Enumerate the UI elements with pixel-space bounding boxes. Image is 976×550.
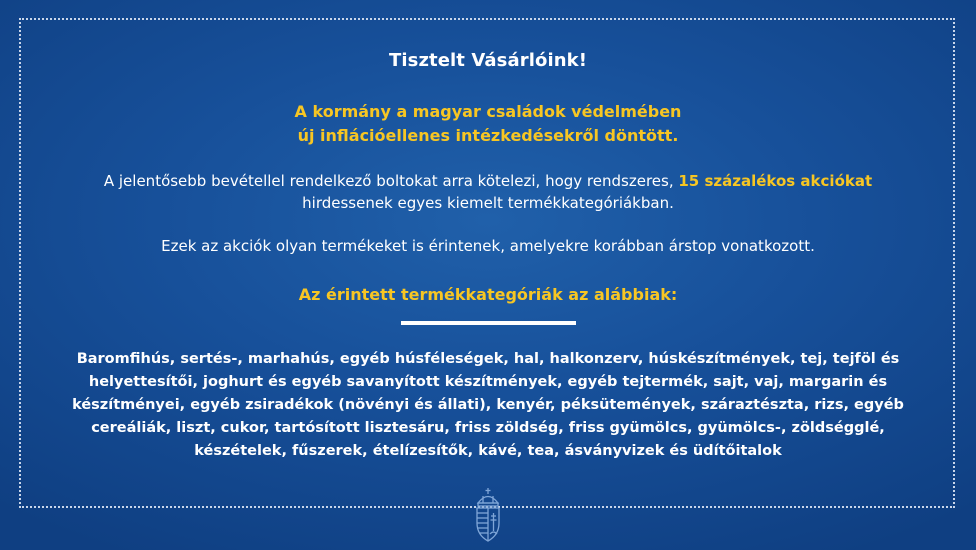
paragraph-obligation-line-2: hirdessenek egyes kiemelt termékkategóriákban. bbox=[302, 194, 674, 212]
categories-heading: Az érintett termékkategóriák az alábbiak: bbox=[298, 285, 678, 304]
headline bbox=[24, 100, 952, 148]
categories-line: készételek, fűszerek, ételízesítők, kávé, tea, ásványvizek és üdítőitalok bbox=[194, 443, 782, 459]
categories-line: cereáliák, liszt, cukor, tartósított lisztesáru, friss zöldség, friss gyümölcs, gyümölcs-, zöldségglé, bbox=[91, 420, 885, 436]
headline-line-2: új inflációellenes intézkedésekről döntött. bbox=[297, 126, 679, 145]
paragraph-price-cap: Ezek az akciók olyan termékeket is érintenek, amelyekre korábban árstop vonatkozott. bbox=[161, 237, 815, 255]
notice-title: Tisztelt Vásárlóink! bbox=[388, 50, 588, 71]
categories-list bbox=[44, 348, 932, 463]
paragraph-obligation-line-1 bbox=[24, 170, 952, 192]
discount-highlight: 15 százalékos akciókat bbox=[678, 172, 873, 190]
categories-line: Baromfihús, sertés-, marhahús, egyéb húsféleségek, hal, halkonzerv, húskészítmények, tej, tejföl és bbox=[76, 351, 900, 367]
headline-line-1: A kormány a magyar családok védelmében bbox=[294, 102, 682, 121]
hungarian-coat-of-arms-icon bbox=[472, 487, 504, 543]
divider bbox=[401, 321, 576, 325]
paragraph-obligation-text: A jelentősebb bevétellel rendelkező boltokat arra kötelezi, hogy rendszeres, bbox=[103, 172, 679, 190]
categories-line: készítményei, egyéb zsiradékok (növényi és állati), kenyér, péksütemények, száraztészta, rizs, egyéb bbox=[72, 397, 904, 413]
categories-line: helyettesítői, joghurt és egyéb savanyított készítmények, egyéb tejtermék, sajt, vaj, margarin és bbox=[88, 374, 888, 390]
paragraph-obligation bbox=[24, 170, 952, 214]
